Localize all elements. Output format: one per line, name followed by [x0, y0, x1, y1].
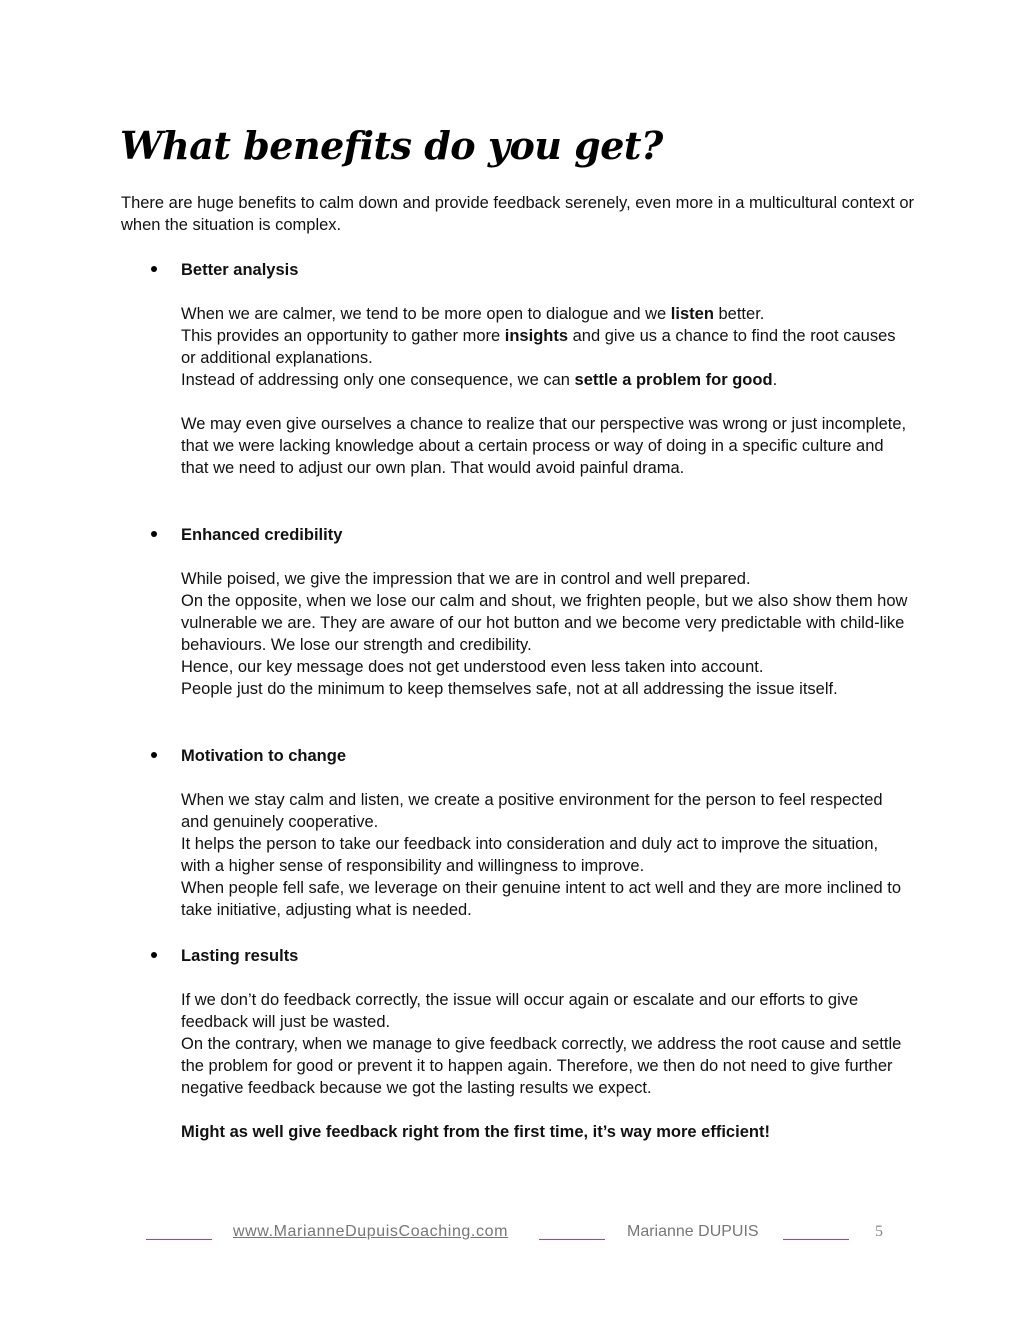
- better-analysis-paragraph-1: When we are calmer, we tend to be more open to dialogue and we listen better. This provides an opportunity to gather more insights and give us a chance to find the root causes or additional explanations. Instead of addressing only one consequence, we can settle a problem for good.: [181, 305, 896, 389]
- text-line: On the opposite, when we lose our calm and shout, we frighten people, but we also show them how vulnerable we are. They are aware of our hot button and we become very predictable with child-like behaviours. We lose our strength and credibility.: [181, 592, 908, 654]
- lasting-results-paragraph: [181, 989, 911, 1099]
- text-line: If we don’t do feedback correctly, the issue will occur again or escalate and our efforts to give feedback will just be wasted.: [181, 991, 859, 1031]
- text-line: When people fell safe, we leverage on their genuine intent to act well and they are more inclined to take initiative, adjusting what is needed.: [181, 879, 902, 919]
- section-heading-lasting-results: Lasting results: [181, 947, 299, 965]
- page-footer: [0, 1222, 1024, 1246]
- text-line: While poised, we give the impression that we are in control and well prepared.: [181, 570, 751, 588]
- bullet-icon: [151, 752, 157, 758]
- footer-divider: [146, 1239, 212, 1240]
- author-name: Marianne DUPUIS: [627, 1223, 759, 1240]
- text-line: When we stay calm and listen, we create a positive environment for the person to feel respected and genuinely cooperative.: [181, 791, 883, 831]
- section-heading-better-analysis: Better analysis: [181, 261, 299, 279]
- better-analysis-paragraph-2: We may even give ourselves a chance to realize that our perspective was wrong or just incomplete, that we were lacking knowledge about a certain process or way of doing in a specific culture and that we need to adjust our own plan. That would avoid painful drama.: [181, 415, 907, 477]
- bullet-icon: [151, 266, 157, 272]
- page-number: 5: [875, 1223, 883, 1240]
- section-heading-enhanced-credibility: Enhanced credibility: [181, 526, 343, 544]
- intro-paragraph: There are huge benefits to calm down and provide feedback serenely, even more in a multicultural context or when the situation is complex.: [121, 194, 915, 234]
- website-link[interactable]: www.MarianneDupuisCoaching.com: [233, 1223, 509, 1240]
- page-title: What benefits do you get?: [120, 123, 663, 168]
- motivation-to-change-paragraph: [181, 789, 911, 921]
- section-heading-motivation-to-change: Motivation to change: [181, 747, 346, 765]
- bullet-icon: [151, 531, 157, 537]
- bullet-icon: [151, 952, 157, 958]
- enhanced-credibility-paragraph: [181, 568, 911, 700]
- text-line: People just do the minimum to keep themselves safe, not at all addressing the issue itself.: [181, 680, 838, 698]
- footer-divider: [783, 1239, 849, 1240]
- text-line: On the contrary, when we manage to give feedback correctly, we address the root cause and settle the problem for good or prevent it to happen again. Therefore, we then do not need to give further negative feedback because we got the lasting results we expect.: [181, 1035, 902, 1097]
- footer-divider: [539, 1239, 605, 1240]
- closing-statement: Might as well give feedback right from the first time, it’s way more efficient!: [181, 1123, 770, 1141]
- text-line: It helps the person to take our feedback into consideration and duly act to improve the situation, with a higher sense of responsibility and willingness to improve.: [181, 835, 879, 875]
- text-line: Hence, our key message does not get understood even less taken into account.: [181, 658, 764, 676]
